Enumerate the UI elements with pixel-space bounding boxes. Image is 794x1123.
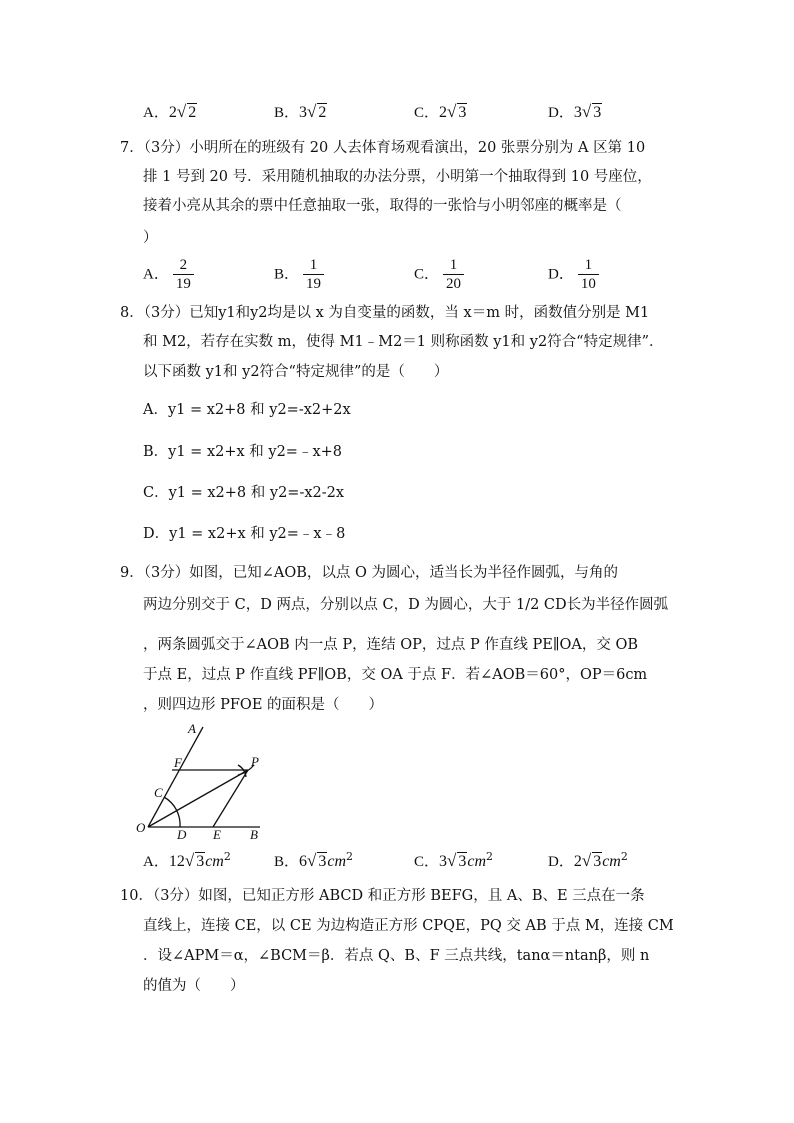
q8-option-b[interactable]: B．y1 = x2+x 和 y2=﹣x+8 (143, 444, 343, 460)
q9-line: ，则四边形 PFOE 的面积是（ ） (143, 697, 384, 713)
q6-option-d[interactable]: D．3√ 3 (548, 102, 602, 121)
sqrt-sign-icon: √ (581, 851, 592, 870)
q10-line: 10．（3分）如图，已知正方形 ABCD 和正方形 BEFG，且 A、B、E 三点在一条 (120, 888, 645, 904)
sqrt-sign-icon: √ (307, 102, 317, 121)
label-f: F (174, 755, 182, 770)
sqrt-sign-icon: √ (176, 102, 187, 121)
q9-line: 两边分别交于 C，D 两点，分别以点 C，D 为圆心，大于 1/2 CD长为半径作圆弧 (143, 597, 669, 613)
q9-geometry-figure (130, 715, 270, 845)
q9-line: 于点 E，过点 P 作直线 PF∥OB，交 OA 于点 F．若∠AOB＝60°，OP＝6cm (143, 667, 648, 683)
label-d: D (177, 827, 187, 842)
q9-option-b[interactable]: B．6√ $3cm^2$ (274, 850, 354, 870)
q8-line: 8．（3分）已知y1和y2均是以 x 为自变量的函数，当 x＝m 时，函数值分别是 M1 (120, 305, 650, 321)
arc-cd (164, 797, 180, 827)
sqrt-sign-icon: √ (184, 851, 195, 870)
q8-line: 和 M2，若存在实数 m，使得 M1﹣M2＝1 则称函数 y1和 y2符合“特定规律”． (143, 334, 664, 350)
q9-line: ，两条圆弧交于∠AOB 内一点 P，连结 OP，过点 P 作直线 PE∥OA，交 OB (143, 637, 639, 653)
q7-line: 排 1 号到 20 号．采用随机抽取的办法分票，小明第一个抽取得到 10 号座位， (143, 169, 652, 185)
q7-option-b[interactable]: B． $\frac{1}{19}$ (274, 256, 324, 293)
q10-line: ．设∠APM＝α，∠BCM＝β．若点 Q、B、F 三点共线，tanα＝ntanβ，则 n (143, 948, 650, 964)
q8-option-d[interactable]: D．y1 = x2+x 和 y2=﹣x﹣8 (143, 526, 346, 542)
q6-option-b[interactable]: B．3√ 2 (274, 102, 327, 121)
segment-pe (213, 770, 248, 827)
q7-option-c[interactable]: C． $\frac{1}{20}$ (414, 256, 464, 293)
fraction: $\frac{1}{19}$ (303, 256, 324, 293)
fraction: $\frac{2}{19}$ (173, 256, 194, 293)
fraction: $\frac{1}{20}$ (443, 256, 464, 293)
sqrt-sign-icon: √ (447, 851, 457, 870)
label-b: B (250, 827, 258, 842)
label-e: E (213, 827, 221, 842)
q7-line: 7．（3分）小明所在的班级有 20 人去体育场观看演出，20 张票分别为 A 区第 10 (120, 140, 646, 156)
label-a: A (188, 721, 196, 736)
fraction: $\frac{1}{10}$ (578, 256, 599, 293)
q7-line: ） (143, 230, 158, 246)
q6-option-c[interactable]: C．2√ 3 (414, 102, 467, 121)
sqrt-sign-icon: √ (447, 102, 457, 121)
sqrt-sign-icon: √ (307, 851, 317, 870)
q9-line: 9．（3分）如图，已知∠AOB，以点 O 为圆心，适当长为半径作圆弧，与角的 (120, 565, 618, 581)
q7-option-a[interactable]: A． $\frac{2}{19}$ (143, 256, 194, 293)
q10-line: 直线上，连接 CE，以 CE 为边构造正方形 CPQE，PQ 交 AB 于点 M，连接 CM (143, 918, 674, 934)
sqrt-sign-icon: √ (581, 102, 592, 121)
q7-line: 接着小亮从其余的票中任意抽取一张，取得的一张恰与小明邻座的概率是（ (143, 198, 622, 214)
q7-option-d[interactable]: D． $\frac{1}{10}$ (548, 256, 599, 293)
q9-option-d[interactable]: D．2√ $3cm^2$ (548, 850, 628, 870)
q8-line: 以下函数 y1和 y2符合“特定规律”的是（ ） (143, 364, 449, 380)
label-o: O (136, 820, 146, 835)
label-c: C (154, 785, 163, 800)
q8-option-a[interactable]: A．y1 = x2+8 和 y2=-x2+2x (143, 402, 351, 418)
q9-option-a[interactable]: A．12√ $3cm^2$ (143, 850, 231, 870)
label-p: P (251, 754, 259, 769)
q9-option-c[interactable]: C．3√ $3cm^2$ (414, 850, 494, 870)
q6-option-a[interactable]: A．2√ 2 (143, 102, 197, 121)
q10-line: 的值为（ ） (143, 978, 245, 994)
q8-option-c[interactable]: C．y1 = x2+8 和 y2=-x2-2x (143, 485, 345, 501)
